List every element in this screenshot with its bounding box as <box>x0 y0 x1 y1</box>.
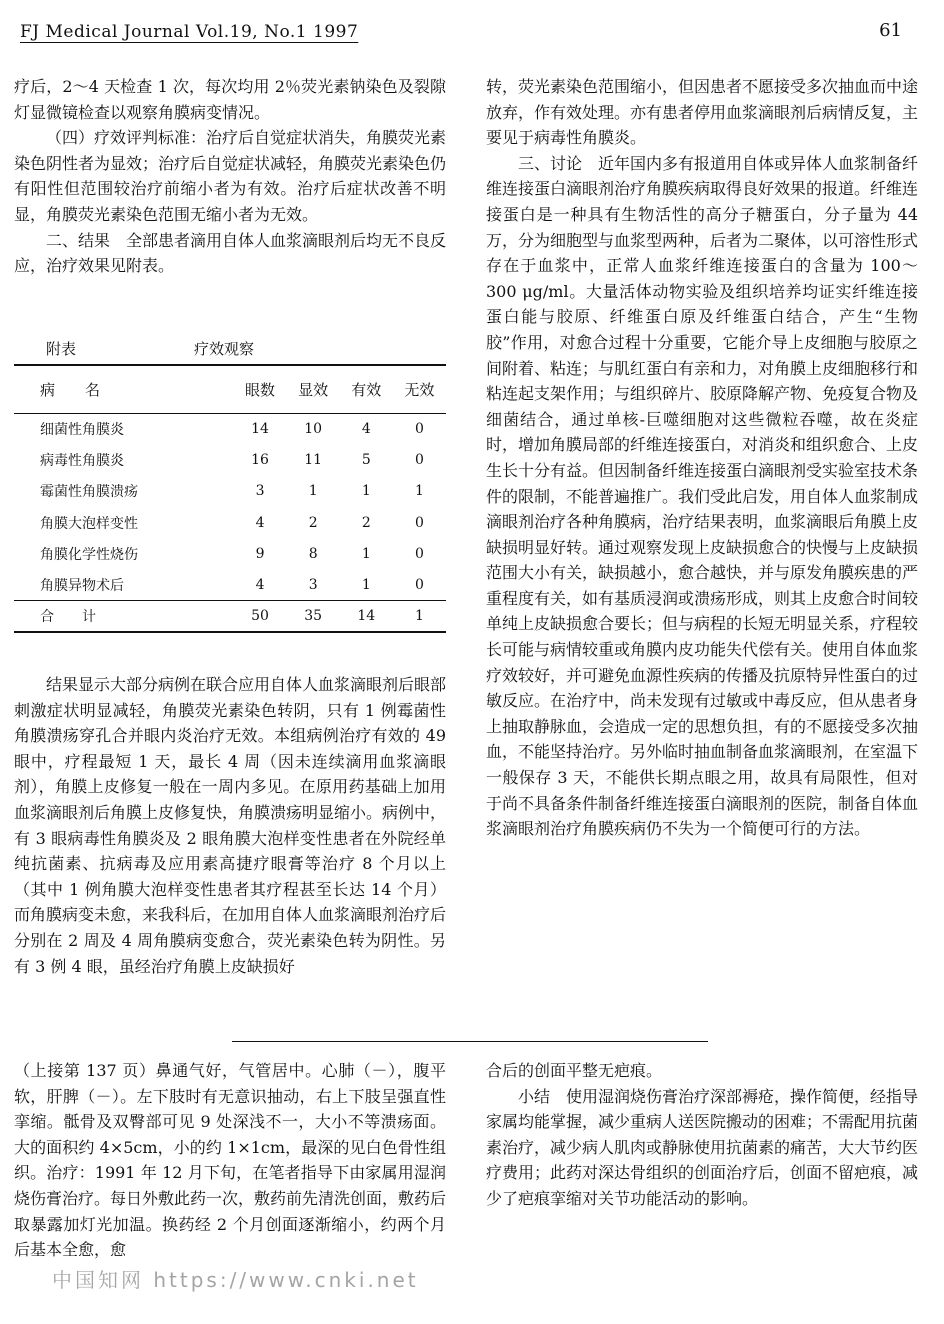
cell-ineffective: 0 <box>414 545 424 562</box>
page-header <box>20 18 930 48</box>
cell-disease: 角膜大泡样变性 <box>40 515 138 532</box>
header-disease: 病 名 <box>40 380 101 399</box>
cell-disease: 角膜异物术后 <box>40 577 124 594</box>
cell-total-marked: 35 <box>304 608 323 625</box>
cell-total-ineffective: 1 <box>414 608 424 625</box>
table-row <box>14 444 446 475</box>
cell-marked: 2 <box>308 514 318 531</box>
table-row <box>14 569 446 600</box>
left-column-bottom <box>14 1058 446 1263</box>
cell-marked: 8 <box>308 545 318 562</box>
cell-disease: 病毒性角膜炎 <box>40 452 124 469</box>
table-label: 附表 <box>46 340 77 358</box>
left-column-top <box>14 74 446 279</box>
cell-marked: 10 <box>304 420 323 437</box>
table-row <box>14 413 446 444</box>
efficacy-table <box>14 364 446 633</box>
cell-disease: 角膜化学性烧伤 <box>40 546 138 563</box>
paragraph-results-heading: 二、结果 全部患者滴用自体人血浆滴眼剂后均无不良反应，治疗效果见附表。 <box>14 230 447 276</box>
cell-effective: 1 <box>361 483 371 500</box>
header-eyes: 眼数 <box>245 380 276 399</box>
journal-title: FJ Medical Journal Vol.19, No.1 1997 <box>20 22 359 42</box>
table-row <box>14 476 446 507</box>
cell-eyes: 16 <box>251 451 269 468</box>
cnki-watermark: 中国知网 https://www.cnki.net <box>52 1268 419 1292</box>
header-marked: 显效 <box>298 380 329 399</box>
paragraph-criteria: （四）疗效评判标准：治疗后自觉症状消失，角膜荧光素染色阴性者为显效；治疗后自觉症状减轻，角膜荧光素染色仍有阳性但范围较治疗前缩小者为有效。治疗后症状改善不明显，角膜荧光素染色范围无缩小者为无效。 <box>14 128 447 224</box>
header-effective: 有效 <box>351 380 382 399</box>
page-number: 61 <box>879 20 902 41</box>
paragraph-results-continued: 转，荧光素染色范围缩小，但因患者不愿接受多次抽血而中途放弃，作有效处理。亦有患者停用血浆滴眼剂后病情反复，主要见于病毒性角膜炎。 <box>486 77 919 148</box>
header-ineffective: 无效 <box>404 380 435 399</box>
cell-ineffective: 0 <box>414 420 424 437</box>
paragraph-results-detail: 结果显示大部分病例在联合应用自体人血浆滴眼剂后眼部刺激症状明显减轻，角膜荧光素染色转阴，只有 1 例霉菌性角膜溃疡穿孔合并眼内炎治疗无效。本组病例治疗有效的 49 眼中，疗程最短 1 天，最长 4 周（因未连续滴用血浆滴眼剂），角膜上皮修复一般在一周内多见。在原用药基础上加用血浆滴眼剂后角膜上皮修复快，角膜溃疡明显缩小。病例中，有 3 眼病毒性角膜炎及 2 眼角膜大泡样变性患者在外院经单纯抗菌素、抗病毒及应用素高捷疗眼膏等治疗 8 个月以上（其中 1 例角膜大泡样变性患者其疗程甚至长达 14 个月）而角膜病变未愈，来我科后，在加用自体人血浆滴眼剂治疗后分别在 2 周及 4 周角膜病变愈合，荧光素染色转为阴性。另有 3 例 4 眼，虽经治疗角膜上皮缺损好 <box>14 675 447 976</box>
cell-effective: 2 <box>361 514 371 531</box>
cell-marked: 1 <box>308 483 318 500</box>
cell-ineffective: 0 <box>414 451 424 468</box>
cell-total-label: 合 计 <box>40 609 96 626</box>
table-header-row <box>14 365 446 413</box>
paragraph-discussion: 三、讨论 近年国内多有报道用自体或异体人血浆制备纤维连接蛋白滴眼剂治疗角膜疾病取得良好效果的报道。纤维连接蛋白是一种具有生物活性的高分子糖蛋白，分子量为 44 万，分为细胞型与血浆型两种，后者为二聚体，以可溶性形式存在于血浆中，正常人血浆纤维连接蛋白的含量为 100～300 μg/ml。大量活体动物实验及组织培养均证实纤维连接蛋白能与胶原、纤维蛋白原及纤维蛋白结合，产生“生物胶”作用，对愈合过程十分重要，它能介导上皮细胞与胶原之间附着、粘连；与肌红蛋白有亲和力，对角膜上皮细胞移行和粘连起支架作用；与组织碎片、胶原降解产物、免疫复合物及细菌结合，通过单核-巨噬细胞对这些微粒吞噬，故在炎症时，增加角膜局部的纤维连接蛋白，对消炎和组织愈合、上皮生长十分有益。但因制备纤维连接蛋白滴眼剂受实验室技术条件的限制，不能普遍推广。我们受此启发，用自体人血浆制成滴眼剂治疗各种角膜病，治疗结果表明，血浆滴眼后角膜上皮缺损明显好转。通过观察发现上皮缺损愈合的快慢与上皮缺损范围大小有关，缺损越小，愈合越快，并与原发角膜疾患的严重程度有关，如有基质浸润或溃疡形成，则其上皮愈合时间较单纯上皮缺损愈合要长；但与病程的长短无明显关系，疗程较长可能与病情较重或角膜内皮功能失代偿有关。使用自体血浆疗效较好，并可避免血源性疾病的传播及抗原特异性蛋白的过敏反应。在治疗中，尚未发现有过敏或中毒反应，但从患者身上抽取静脉血，会造成一定的思想负担，有的不愿接受多次抽血，不能坚持治疗。另外临时抽血制备血浆滴眼剂，在室温下一般保存 3 天，不能供长期点眼之用，故具有局限性，但对于尚不具备条件制备纤维连接蛋白滴眼剂的医院，制备自体血浆滴眼剂治疗角膜疾病仍不失为一个简便可行的方法。 <box>486 153 919 839</box>
results-table <box>14 338 446 633</box>
paragraph-healing-result: 合后的创面平整无疤痕。 <box>486 1061 663 1080</box>
cell-ineffective: 0 <box>414 576 424 593</box>
cell-eyes: 14 <box>251 420 269 437</box>
cell-total-effective: 14 <box>357 608 376 625</box>
cell-effective: 4 <box>361 420 371 437</box>
right-column-bottom <box>486 1058 918 1212</box>
table-total-row <box>14 601 446 632</box>
cell-eyes: 4 <box>255 514 265 531</box>
table-title: 疗效观察 <box>194 340 255 358</box>
left-column-results <box>14 672 446 979</box>
cell-ineffective: 0 <box>414 514 424 531</box>
section-divider <box>232 1041 708 1042</box>
cell-ineffective: 1 <box>414 483 424 500</box>
paragraph-summary: 小结 使用湿润烧伤膏治疗深部褥疮，操作简便，经指导家属均能掌握，减少重病人送医院搬动的困难；不需配用抗菌素治疗，减少病人肌肉或静脉使用抗菌素的痛苦，大大节约医疗费用；此药对深达骨组织的创面治疗后，创面不留疤痕，减少了疤痕挛缩对关节功能活动的影响。 <box>486 1086 919 1208</box>
cell-marked: 3 <box>308 576 318 593</box>
cell-disease: 细菌性角膜炎 <box>40 421 124 438</box>
cell-effective: 5 <box>361 451 371 468</box>
cell-effective: 1 <box>361 576 371 593</box>
table-row <box>14 538 446 569</box>
table-row <box>14 507 446 538</box>
cell-eyes: 4 <box>255 576 265 593</box>
cell-disease: 霉菌性角膜溃疡 <box>40 484 138 501</box>
cell-eyes: 3 <box>255 483 265 500</box>
right-column-top <box>486 74 918 842</box>
paragraph-continued-from-137: （上接第 137 页）鼻通气好，气管居中。心肺（－），腹平软，肝脾（－）。左下肢时有无意识抽动，右上下肢呈强直性挛缩。骶骨及双臀部可见 9 处深浅不一，大小不等溃疡面。大的面积约 4×5cm，小的约 1×1cm，最深的见白色骨性组织。治疗：1991 年 12 月下旬，在笔者指导下由家属用湿润烧伤膏治疗。每日外敷此药一次，敷药前先清洗创面，敷药后取暴露加灯光加温。换药经 2 个月创面逐渐缩小，约两个月后基本全愈，愈 <box>14 1061 447 1260</box>
cell-marked: 11 <box>304 451 323 468</box>
paragraph-method-continued: 疗后，2～4 天检查 1 次，每次均用 2％荧光素钠染色及裂隙灯显微镜检查以观察角膜病变情况。 <box>14 77 446 122</box>
cell-eyes: 9 <box>255 545 265 562</box>
cell-effective: 1 <box>361 545 371 562</box>
cell-total-eyes: 50 <box>251 608 269 625</box>
table-caption <box>14 338 446 364</box>
